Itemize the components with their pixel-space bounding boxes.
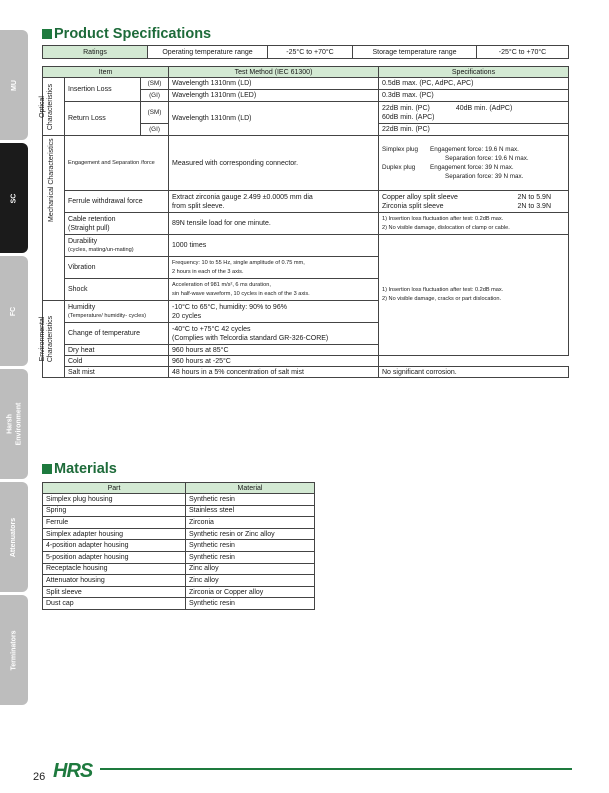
spec-cell: 22dB min. (PC) 40dB min. (AdPC) 60dB min. (APC) bbox=[379, 102, 569, 124]
dry-heat-label: Dry heat bbox=[65, 345, 169, 356]
col-material: Material bbox=[186, 483, 315, 494]
method-cell: Acceleration of 981 m/s², 6 ms duration, sin half-wave waveform, 10 cycles in each of the 3 axis. bbox=[169, 279, 379, 301]
materials-table bbox=[42, 482, 315, 610]
side-tab-terminators[interactable]: Terminators bbox=[0, 595, 28, 705]
heading-square-icon bbox=[42, 464, 52, 474]
group-environmental: Environmental Characteristics bbox=[43, 301, 65, 378]
page-number: 26 bbox=[33, 771, 46, 783]
method-cell: 960 hours at 85°C bbox=[169, 345, 379, 356]
shock-label: Shock bbox=[65, 279, 169, 301]
method-cell: 89N tensile load for one minute. bbox=[169, 213, 379, 235]
cold-label: Cold bbox=[65, 356, 169, 367]
ratings-label: Ratings bbox=[43, 46, 148, 59]
spec-cell: 0.5dB max. (PC, AdPC, APC) bbox=[379, 78, 569, 90]
return-loss-label: Return Loss bbox=[65, 102, 141, 136]
method-cell: Wavelength 1310nm (LD) bbox=[169, 102, 379, 136]
method-cell: 1000 times bbox=[169, 235, 379, 257]
mode-sm: (SM) bbox=[141, 78, 169, 90]
vibration-label: Vibration bbox=[65, 257, 169, 279]
spec-cell: 22dB min. (PC) bbox=[379, 124, 569, 136]
durability-label: Durability (cycles, mating/un-mating) bbox=[65, 235, 169, 257]
spec-table bbox=[39, 66, 569, 378]
salt-mist-label: Salt mist bbox=[65, 367, 169, 378]
storage-temp-value: -25°C to +70°C bbox=[477, 46, 569, 59]
method-cell: Wavelength 1310nm (LED) bbox=[169, 90, 379, 102]
spec-cell: Simplex plug Engagement force: 19.6 N max. Separation force: 19.6 N max. Duplex plug Engagement force: 39 N max. Separation force: 39 N max. bbox=[379, 136, 569, 191]
side-tab-mu[interactable]: MU bbox=[0, 30, 28, 140]
mode-sm: (SM) bbox=[141, 102, 169, 124]
method-cell: 48 hours in a 5% concentration of salt mist bbox=[169, 367, 379, 378]
table-row: Ferrule Zirconia bbox=[43, 517, 315, 529]
side-tab-sc[interactable]: SC bbox=[0, 143, 28, 253]
product-spec-heading: Product Specifications bbox=[42, 26, 211, 42]
ferrule-label: Ferrule withdrawal force bbox=[65, 191, 169, 213]
col-method: Test Method (IEC 61300) bbox=[169, 67, 379, 78]
col-part: Part bbox=[43, 483, 186, 494]
mode-gi: (GI) bbox=[141, 90, 169, 102]
spec-cell: 1) Insertion loss fluctuation after test: 0.2dB max. 2) No visible damage, dislocation of clamp or cable. bbox=[379, 213, 569, 235]
temp-change-label: Change of temperature bbox=[65, 323, 169, 345]
method-cell: Wavelength 1310nm (LD) bbox=[169, 78, 379, 90]
method-cell: Frequency: 10 to 55 Hz, single amplitude of 0.75 mm, 2 hours in each of the 3 axis. bbox=[169, 257, 379, 279]
group-optical: Optical Characteristics bbox=[43, 78, 65, 136]
engagement-label: Engagement and Separation /force bbox=[65, 136, 169, 191]
materials-heading: Materials bbox=[42, 461, 117, 477]
spec-cell: No significant corrosion. bbox=[379, 367, 569, 378]
col-item: Item bbox=[43, 67, 169, 78]
humidity-label: Humidity (Temperature/ humidity- cycles) bbox=[65, 301, 169, 323]
method-cell: Extract zirconia gauge 2.499 ±0.0005 mm dia from split sleeve. bbox=[169, 191, 379, 213]
heading-square-icon bbox=[42, 29, 52, 39]
table-row: Receptacle housing Zinc alloy bbox=[43, 563, 315, 575]
spec-cell: Copper alloy split sleeve 2N to 5.9N Zirconia split sleeve 2N to 3.9N bbox=[379, 191, 569, 213]
cable-retention-label: Cable retention (Straight pull) bbox=[65, 213, 169, 235]
table-row: 5-position adapter housing Synthetic resin bbox=[43, 551, 315, 563]
col-specs: Specifications bbox=[379, 67, 569, 78]
table-row: Simplex plug housing Synthetic resin bbox=[43, 494, 315, 506]
method-cell: -40°C to +75°C 42 cycles (Complies with Telcordia standard GR-326-CORE) bbox=[169, 323, 379, 345]
spec-cell: 0.3dB max. (PC) bbox=[379, 90, 569, 102]
mode-gi: (GI) bbox=[141, 124, 169, 136]
insertion-loss-label: Insertion Loss bbox=[65, 78, 141, 102]
table-row: Spring Stainless steel bbox=[43, 505, 315, 517]
side-tab-harsh-environment[interactable]: Harsh Environment bbox=[0, 369, 28, 479]
storage-temp-label: Storage temperature range bbox=[353, 46, 477, 59]
table-row: Dust cap Synthetic resin bbox=[43, 598, 315, 610]
table-row: Attenuator housing Zinc alloy bbox=[43, 575, 315, 587]
table-row: Split sleeve Zirconia or Copper alloy bbox=[43, 586, 315, 598]
table-row: 4-position adapter housing Synthetic resin bbox=[43, 540, 315, 552]
side-tab-attenuators[interactable]: Attenuators bbox=[0, 482, 28, 592]
group-mechanical: Mechanical Characteristics bbox=[43, 136, 65, 301]
op-temp-value: -25°C to +70°C bbox=[268, 46, 353, 59]
method-cell: Measured with corresponding connector. bbox=[169, 136, 379, 191]
op-temp-label: Operating temperature range bbox=[148, 46, 268, 59]
merged-spec-cell: 1) Insertion loss fluctuation after test: 0.2dB max. 2) No visible damage, cracks or part dislocation. bbox=[379, 235, 569, 356]
side-tab-fc[interactable]: FC bbox=[0, 256, 28, 366]
hrs-logo: HRS bbox=[53, 760, 93, 782]
ratings-table bbox=[42, 45, 569, 59]
footer-divider bbox=[100, 768, 572, 770]
table-row: Simplex adapter housing Synthetic resin or Zinc alloy bbox=[43, 528, 315, 540]
method-cell: -10°C to 65°C, humidity: 90% to 96% 20 cycles bbox=[169, 301, 379, 323]
method-cell: 960 hours at -25°C bbox=[169, 356, 379, 367]
